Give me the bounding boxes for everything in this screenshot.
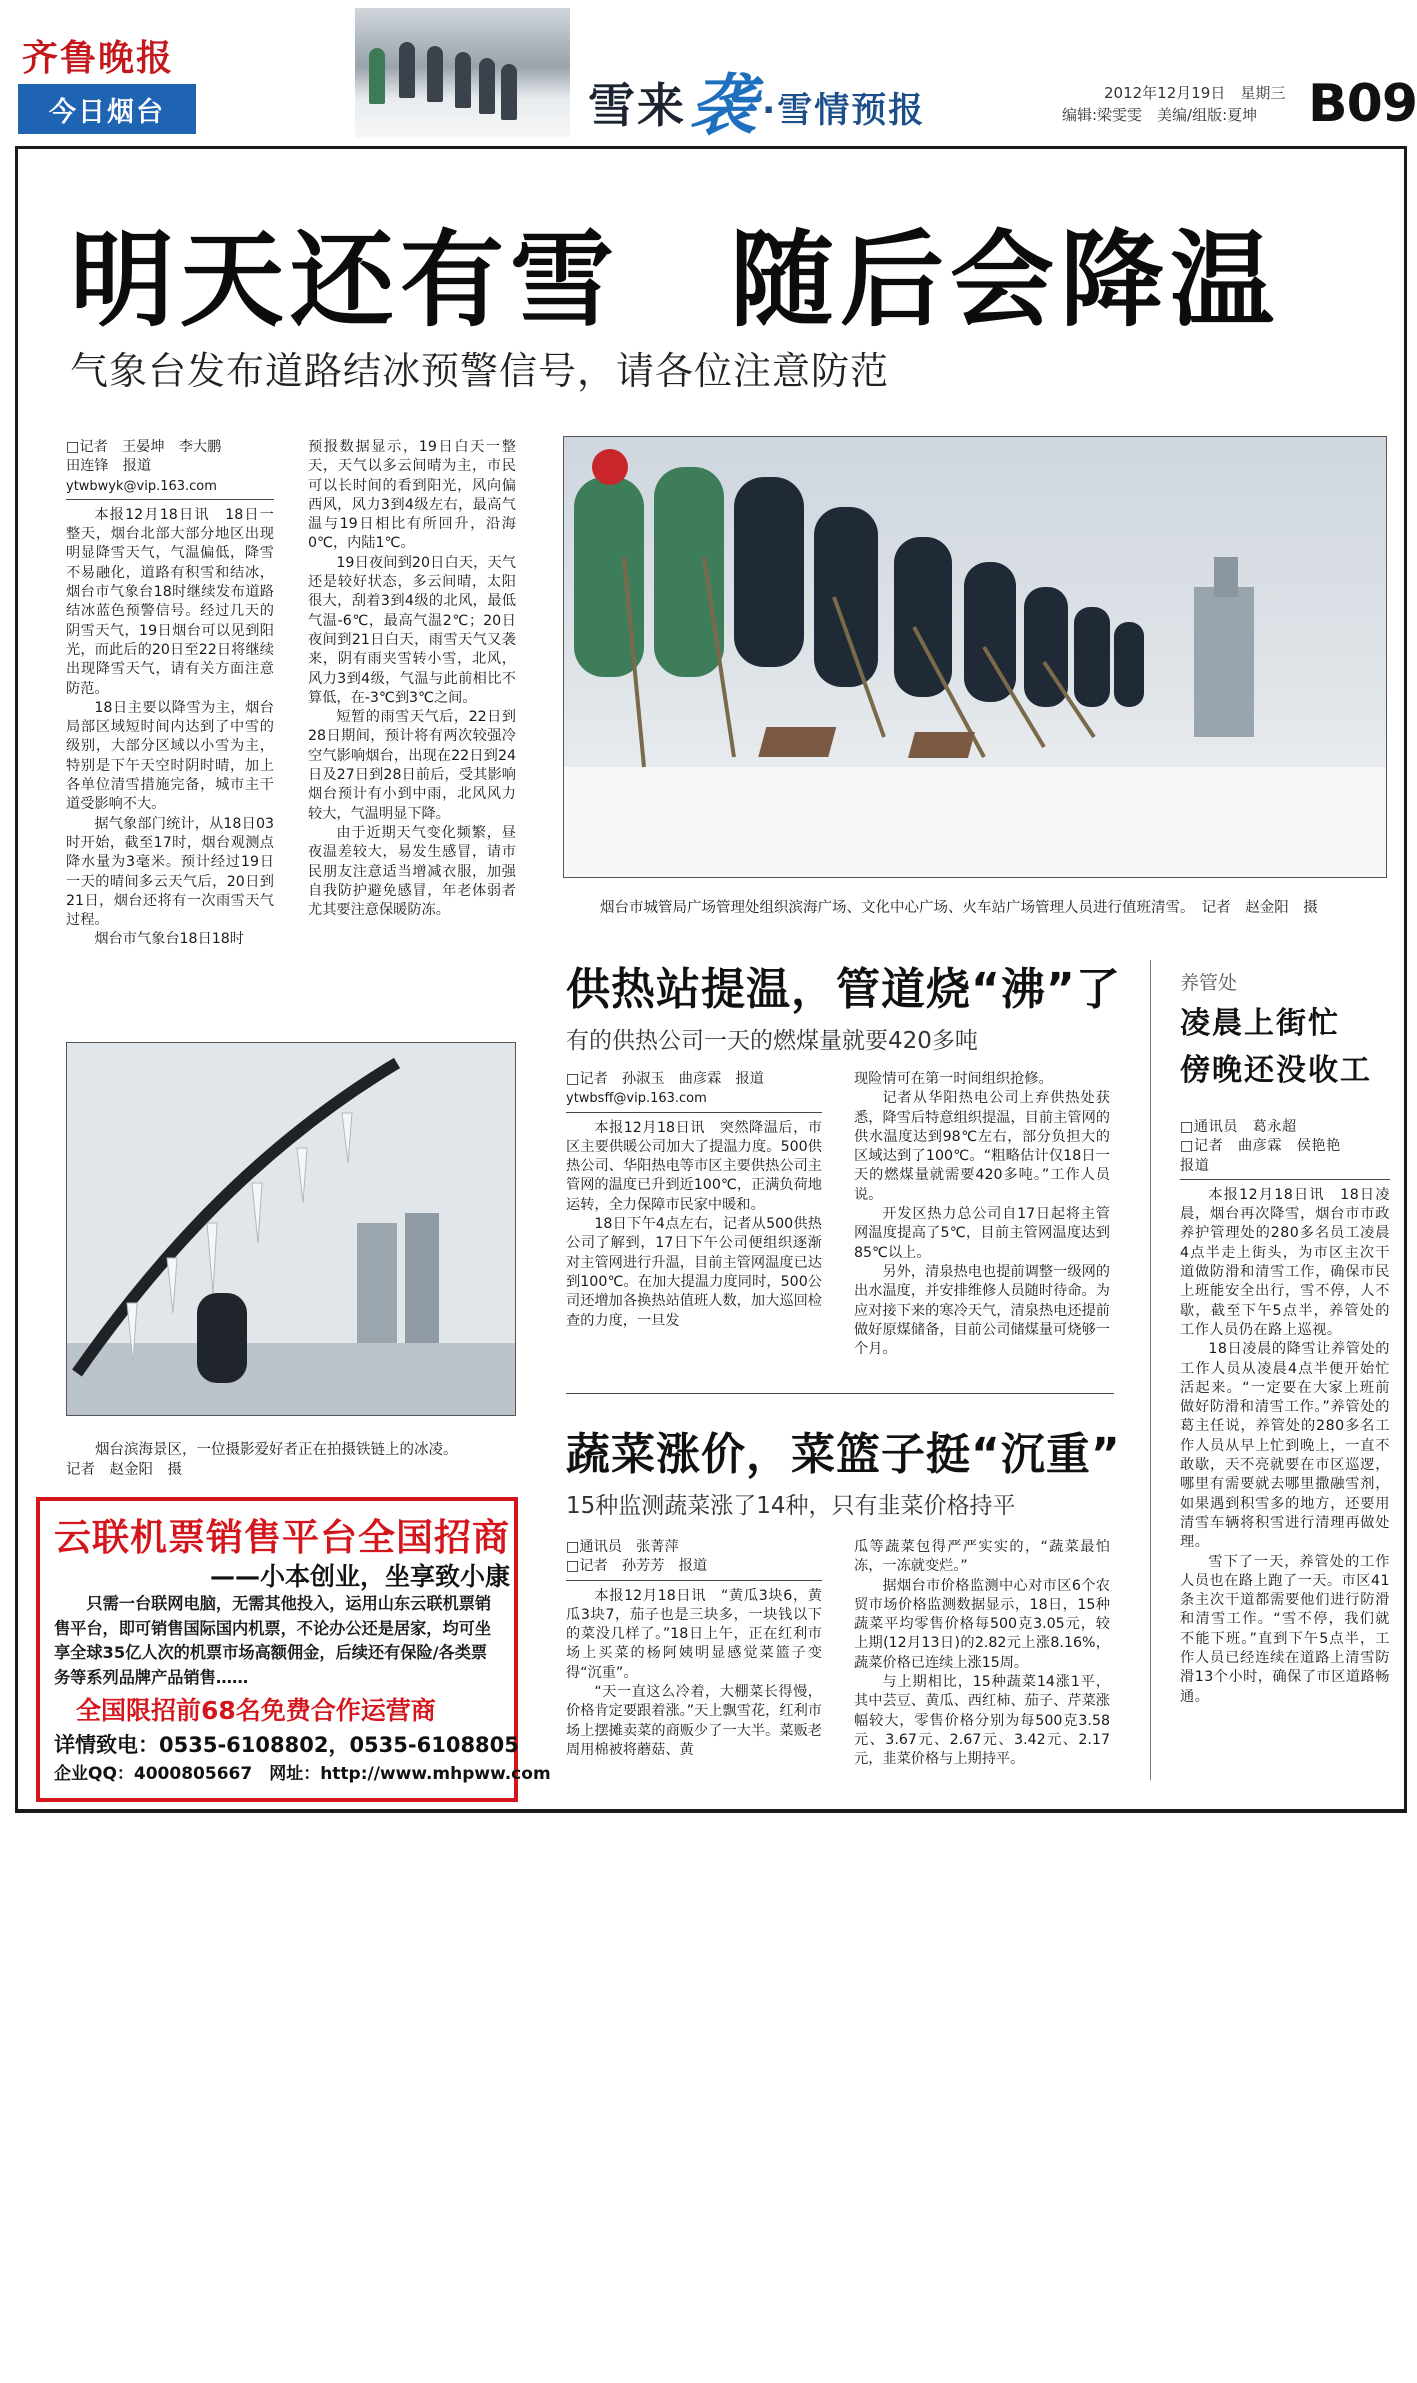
veg-byline: □通讯员 张菁萍 <box>566 1539 679 1555</box>
series-title <box>588 46 926 144</box>
lead-paragraph: 19日夜间到20日白天，天气还是较好状态，多云间晴，太阳很大，刮着3到4级的北风，最低气温-6℃，最高气温2℃；20日夜间到21日白天，雨雪天气又袭来，阴有雨夹雪转小雪，北风，风力3到4级，气温与此前相比不算低，在-3℃到3℃之间。 <box>308 554 516 706</box>
side-paragraph: 本报12月18日讯 18日凌晨，烟台再次降雪，烟台市市政养护管理处的280多名员工凌晨4点半走上街头，为市区主次干道做防滑和清雪工作，确保市民上班能安全出行，雪不停，人不歇，截至下午5点半，养管处的工作人员仍在路上巡视。 <box>1180 1186 1390 1338</box>
lead-headline: 明天还有雪 随后会降温 <box>70 219 1281 341</box>
series-suffix: ·雪情预报 <box>762 91 926 131</box>
veg-column-2 <box>854 1538 1110 1770</box>
byline-rule <box>1180 1179 1390 1180</box>
section-divider <box>566 1393 1114 1394</box>
heating-paragraph: 开发区热力总公司自17日起将主管网温度提高了5℃，目前主管网温度达到85℃以上。 <box>854 1206 1110 1261</box>
lead-paragraph: 短暂的雨雪天气后，22日到28日期间，预计将有两次较强冷空气影响烟台，出现在22日到24日及27日到28日前后，受其影响烟台预计有小到中雨，北风风力较大，气温明显下降。 <box>308 709 516 822</box>
lead-paragraph: 预报数据显示，19日白天一整天，天气以多云间晴为主，市民可以长时间的看到阳光，风向偏西风，风力3到4级左右，最高气温与19日相比有所回升，沿海0℃，内陆1℃。 <box>308 439 516 552</box>
side-kicker: 养管处 <box>1180 972 1238 994</box>
series-glyph: 袭 <box>690 66 758 144</box>
veg-paragraph: 据烟台市价格监测中心对市区6个农贸市场价格监测数据显示，18日，15种蔬菜平均零售价格每500克3.05元，较上期(12月13日)的2.82元上涨8.16%，蔬菜价格已连续上涨15周。 <box>854 1577 1110 1671</box>
side-headline <box>1180 1000 1372 1094</box>
veg-paragraph: 本报12月18日讯 “黄瓜3块6，黄瓜3块7，茄子也是三块多，一块钱以下的菜没几样了。”18日上午，正在红利市场上买菜的杨阿姨明显感觉菜篮子变得“沉重”。 <box>566 1587 822 1681</box>
snow-clearing-photo <box>563 436 1387 878</box>
ice-caption-credit: 记者 赵金阳 摄 <box>66 1462 182 1478</box>
main-photo-caption: 烟台市城管局广场管理处组织滨海广场、文化中心广场、火车站广场管理人员进行值班清雪。 记者 赵金阳 摄 <box>600 900 1318 916</box>
heating-paragraph: 本报12月18日讯 突然降温后，市区主要供暖公司加大了提温力度。500供热公司、华阳热电等市区主要供热公司主管网的温度已升到近100℃，正满负荷地运转，全力保障市民家中暖和。 <box>566 1119 822 1213</box>
ice-photo-caption <box>66 1440 526 1480</box>
veg-paragraph: 瓜等蔬菜包得严严实实的，“蔬菜最怕冻，一冻就变烂。” <box>854 1539 1110 1575</box>
side-headline-line-2: 傍晚还没收工 <box>1180 1053 1372 1088</box>
newspaper-logo: 齐鲁晚报 <box>22 37 175 79</box>
heating-column-2 <box>854 1070 1110 1359</box>
icicle-chain-photo <box>66 1042 516 1416</box>
heating-paragraph: 另外，清泉热电也提前调整一级网的出水温度，并安排维修人员随时待命。为应对接下来的寒冷天气，清泉热电还提前做好原煤储备，目前公司储煤量可烧够一个月。 <box>854 1263 1110 1358</box>
side-headline-line-1: 凌晨上街忙 <box>1180 1006 1340 1041</box>
veg-headline: 蔬菜涨价，菜篮子挺“沉重” <box>566 1429 1121 1480</box>
lead-paragraph: 据气象部门统计，从18日03时开始，截至17时，烟台观测点降水量为3毫米。预计经过19日一天的晴间多云天气后，20日到21日，烟台还将有一次雨雪天气过程。 <box>66 815 274 929</box>
side-paragraph: 雪下了一天，养管处的工作人员也在路上跑了一天。市区41条主次干道都需要他们进行防滑和清雪工作。“雪不停，我们就不能下班。”直到下午5点半，工作人员已经连续在道路上清雪防滑13个小时，确保了市区道路畅通。 <box>1180 1553 1390 1705</box>
side-byline: □记者 曲彦霖 侯艳艳 <box>1180 1138 1341 1155</box>
veg-column-1 <box>566 1538 822 1760</box>
advertisement <box>36 1497 551 1802</box>
heating-paragraph: 记者从华阳热电公司上弃供热处获悉，降雪后特意组织提温，目前主管网的供水温度达到98℃左右，部分负担大的区域达到了100℃。“粗略估计仅18日一天的燃煤量就需要420多吨。”工作人员说。 <box>854 1090 1110 1203</box>
veg-subheadline: 15种监测蔬菜涨了14种，只有韭菜价格持平 <box>566 1493 1016 1519</box>
issue-staff: 编辑:梁雯雯 美编/组版:夏坤 <box>1062 106 1258 124</box>
heating-byline: □记者 孙淑玉 曲彦霖 报道 <box>566 1071 764 1087</box>
lead-email: ytwbwyk@vip.163.com <box>66 478 217 494</box>
side-column-rule <box>1150 960 1151 1780</box>
side-paragraph: 18日凌晨的降雪让养管处的工作人员从凌晨4点半便开始忙活起来。“一定要在大家上班前做好防滑和清雪工作。”养管处的葛主任说，养管处的280多名工作人员从早上忙到晚上，一直不敢歇，天不亮就要在市区巡逻，哪里有需要就去哪里撒融雪剂，如果遇到积雪多的地方，还要用清雪车辆将积雪进行清理再做处理。 <box>1180 1341 1390 1551</box>
lead-column-2 <box>308 438 516 920</box>
veg-byline: □记者 孙芳芳 报道 <box>566 1558 708 1575</box>
side-byline: 报道 <box>1180 1157 1210 1174</box>
byline-rule <box>566 1580 822 1581</box>
veg-paragraph: 与上期相比，15种蔬菜14涨1平，其中芸豆、黄瓜、西红柿、茄子、芹菜涨幅较大，零售价格分别为每500克3.58元、3.67元、2.67元、3.42元、2.17元，韭菜价格与上期持平。 <box>854 1674 1110 1768</box>
lead-column-1 <box>66 438 274 950</box>
ad-body: 只需一台联网电脑，无需其他投入，运用山东云联机票销售平台，即可销售国际国内机票，不论办公还是居家，均可坐享全球35亿人次的机票市场高额佣金，后续还有保险/各类票务等系列品牌产品销售…… <box>54 1594 492 1687</box>
ad-phone: 详情致电：0535-6108802，0535-6108805 <box>54 1733 519 1757</box>
veg-paragraph: “天一直这么冷着，大棚菜长得慢，价格肯定要跟着涨。”天上飘雪花，红利市场上摆摊卖菜的商贩少了一大半。菜贩老周用棉被将蘑菇、黄 <box>566 1684 822 1758</box>
ad-contact: 企业QQ：4000805667 网址：http://www.mhpww.com <box>54 1764 551 1784</box>
byline-rule <box>566 1112 822 1113</box>
ad-recruit: 全国限招前68名免费合作运营商 <box>76 1696 436 1725</box>
lead-byline: 田连锋 报道 <box>66 458 152 475</box>
issue-date: 2012年12月19日 星期三 <box>1104 84 1286 102</box>
heating-paragraph: 18日下午4点左右，记者从500供热公司了解到，17日下午公司便组织逐渐对主管网进行升温，目前主管网温度已达到100℃。在加大提温力度同时，500公司还增加各换热站值班人数，加大巡回检查的力度，一旦发 <box>566 1216 822 1329</box>
ice-caption-text: 烟台滨海景区，一位摄影爱好者正在拍摄铁链上的冰凌。 <box>95 1442 458 1458</box>
byline-rule <box>66 499 274 500</box>
ad-title: 云联机票销售平台全国招商 <box>54 1516 510 1559</box>
heating-subheadline: 有的供热公司一天的燃煤量就要420多吨 <box>566 1028 978 1054</box>
lead-subheadline: 气象台发布道路结冰预警信号，请各位注意防范 <box>70 349 890 393</box>
heating-paragraph: 现险情可在第一时间组织抢修。 <box>854 1071 1053 1087</box>
series-prefix: 雪来 <box>588 79 686 134</box>
heating-column-1 <box>566 1070 822 1331</box>
lead-paragraph: 18日主要以降雪为主，烟台局部区域短时间内达到了中雪的级别，大部分区域以小雪为主，特别是下午天空时阴时晴，加上各单位清雪措施完备，城市主干道受影响不大。 <box>66 699 274 813</box>
ad-slogan: ——小本创业，坐享致小康 <box>210 1562 511 1591</box>
heating-email: ytwbsff@vip.163.com <box>566 1091 707 1107</box>
section-tab: 今日烟台 <box>18 84 196 134</box>
masthead-photo <box>355 8 570 138</box>
lead-paragraph: 烟台市气象台18日18时 <box>94 931 244 948</box>
lead-byline: □记者 王晏坤 李大鹏 <box>66 439 222 455</box>
side-byline: □通讯员 葛永超 <box>1180 1119 1297 1135</box>
side-column <box>1180 1118 1390 1707</box>
lead-paragraph: 由于近期天气变化频繁，昼夜温差较大，易发生感冒，请市民朋友注意适当增减衣服，加强自我防护避免感冒，年老体弱者尤其要注意保暖防冻。 <box>308 824 516 919</box>
page-number: B09 <box>1308 74 1417 134</box>
lead-paragraph: 本报12月18日讯 18日一整天，烟台北部大部分地区出现明显降雪天气，气温偏低，降雪不易融化，道路有积雪和结冰，烟台市气象台18时继续发布道路结冰蓝色预警信号。经过几天的阴雪天气，19日烟台可以见到阳光，而此后的20日至22日将继续出现降雪天气，请有关方面注意防范。 <box>66 506 274 697</box>
heating-headline: 供热站提温，管道烧“沸”了 <box>566 964 1121 1015</box>
